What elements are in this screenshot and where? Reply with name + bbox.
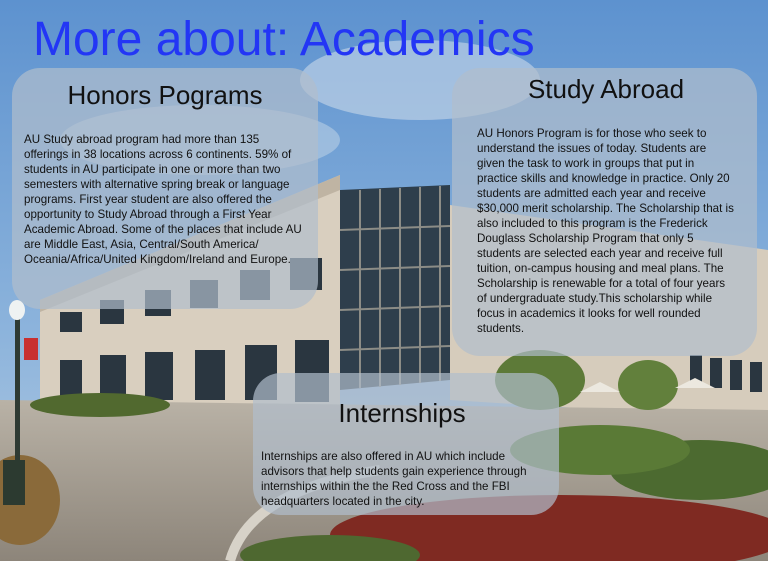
page-title: More about: Academics xyxy=(33,13,535,66)
card-heading: Study Abroad xyxy=(527,74,685,104)
card-heading: Internships xyxy=(338,398,466,428)
study-abroad-card xyxy=(452,68,757,356)
internships-card xyxy=(253,373,559,515)
card-body: AU Study abroad program had more than 135 offerings in 38 locations across 6 continents. 59% of students in AU participate in one or more than two semesters with alternative spring break or language programs. First year student are also offered the opportunity to Study Abroad through a First Year Academic Abroad. Some of the places that include AU are Middle East, Asia, Central/South America/ Oceania/Africa/United Kingdom/Ireland and Europe. xyxy=(24,133,302,266)
card-heading: Honors Pograms xyxy=(67,80,263,110)
honors-programs-card xyxy=(12,68,318,309)
card-body: AU Honors Program is for those who seek to understand the issues of today. Students are given the task to work in groups that put in practice skills and knowledge in practice. Only 20 students are admitted each year and receive $30,000 merit scholarship. The Scholarship that is also included to this program is the Frederick Douglass Scholarship Program that only 5 students are selected each year and receive full tuition, on-campus housing and meal plans. The Scholarship is renewable for a total of four years of undergraduate study.This scholarship while focus in academics it looks for well rounded students. xyxy=(477,127,734,335)
card-body: Internships are also offered in AU which include advisors that help students gain experience through internships within the the Red Cross and the FBI headquarters located in the city. xyxy=(261,450,527,508)
